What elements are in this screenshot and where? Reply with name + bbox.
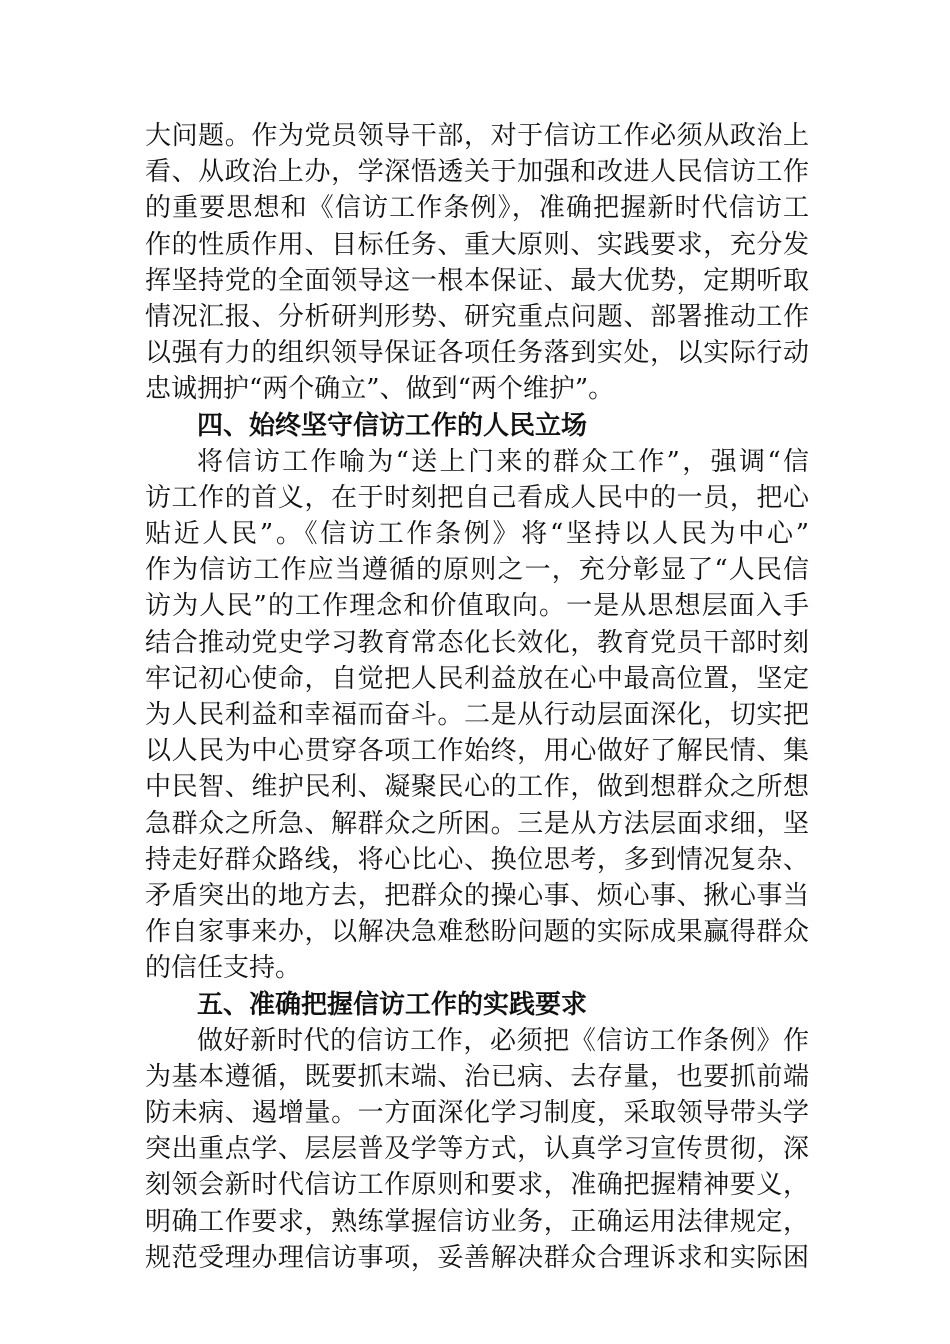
document-page [145, 118, 809, 1276]
text-line: 的重要思想和《信访工作条例》，准确把握新时代信访工 [145, 193, 809, 224]
text-line: 挥坚持党的全面领导这一根本保证、最大优势，定期听取 [145, 265, 809, 296]
text-line: 刻领会新时代信访工作原则和要求，准确把握精神要义， [145, 1170, 809, 1201]
text-line: 明确工作要求，熟练掌握信访业务，正确运用法律规定， [145, 1206, 809, 1237]
text-line: 规范受理办理信访事项，妥善解决群众合理诉求和实际困 [145, 1242, 809, 1273]
text-line: 将信访工作喻为“送上门来的群众工作”，强调“信 [197, 446, 809, 477]
section-heading-4: 四、始终坚守信访工作的人民立场 [197, 410, 588, 441]
paragraph-3 [145, 1023, 809, 1276]
text-line: 看、从政治上办，学深悟透关于加强和改进人民信访工作 [145, 157, 809, 188]
text-line: 急群众之所急、解群众之所困。三是从方法层面求细，坚 [145, 808, 809, 839]
section-heading-5: 五、准确把握信访工作的实践要求 [197, 989, 588, 1020]
text-line: 访为人民”的工作理念和价值取向。一是从思想层面入手 [145, 591, 809, 622]
text-line: 忠诚拥护“两个确立”、做到“两个维护”。 [145, 374, 615, 405]
text-line: 突出重点学、层层普及学等方式，认真学习宣传贯彻，深 [145, 1134, 809, 1165]
text-line: 持走好群众路线，将心比心、换位思考，多到情况复杂、 [145, 844, 809, 875]
text-line: 牢记初心使命，自觉把人民利益放在心中最高位置，坚定 [145, 663, 809, 694]
paragraph-2 [145, 444, 809, 987]
text-line: 为基本遵循，既要抓末端、治已病、去存量，也要抓前端 [145, 1061, 809, 1092]
text-line: 结合推动党史学习教育常态化长效化，教育党员干部时刻 [145, 627, 809, 658]
text-line: 矛盾突出的地方去，把群众的操心事、烦心事、揪心事当 [145, 880, 809, 911]
text-line: 做好新时代的信访工作，必须把《信访工作条例》作 [197, 1025, 809, 1056]
paragraph-1 [145, 118, 809, 408]
text-line: 作自家事来办，以解决急难愁盼问题的实际成果赢得群众 [145, 917, 809, 948]
text-line: 中民智、维护民利、凝聚民心的工作，做到想群众之所想 [145, 772, 809, 803]
text-line: 大问题。作为党员领导干部，对于信访工作必须从政治上 [145, 121, 809, 151]
text-line: 情况汇报、分析研判形势、研究重点问题、部署推动工作 [145, 301, 809, 332]
text-line: 防未病、遏增量。一方面深化学习制度，采取领导带头学 [145, 1098, 809, 1129]
text-line: 以人民为中心贯穿各项工作始终，用心做好了解民情、集 [145, 736, 809, 767]
text-line: 作的性质作用、目标任务、重大原则、实践要求，充分发 [145, 229, 809, 260]
text-line: 为人民利益和幸福而奋斗。二是从行动层面深化，切实把 [145, 700, 809, 730]
text-line: 作为信访工作应当遵循的原则之一，充分彰显了“人民信 [145, 555, 809, 586]
text-line: 贴近人民”。《信访工作条例》将“坚持以人民为中心” [145, 519, 809, 550]
text-line: 的信任支持。 [145, 953, 302, 984]
text-line: 访工作的首义，在于时刻把自己看成人民中的一员，把心 [145, 482, 809, 513]
text-line: 以强有力的组织领导保证各项任务落到实处，以实际行动 [145, 338, 809, 369]
